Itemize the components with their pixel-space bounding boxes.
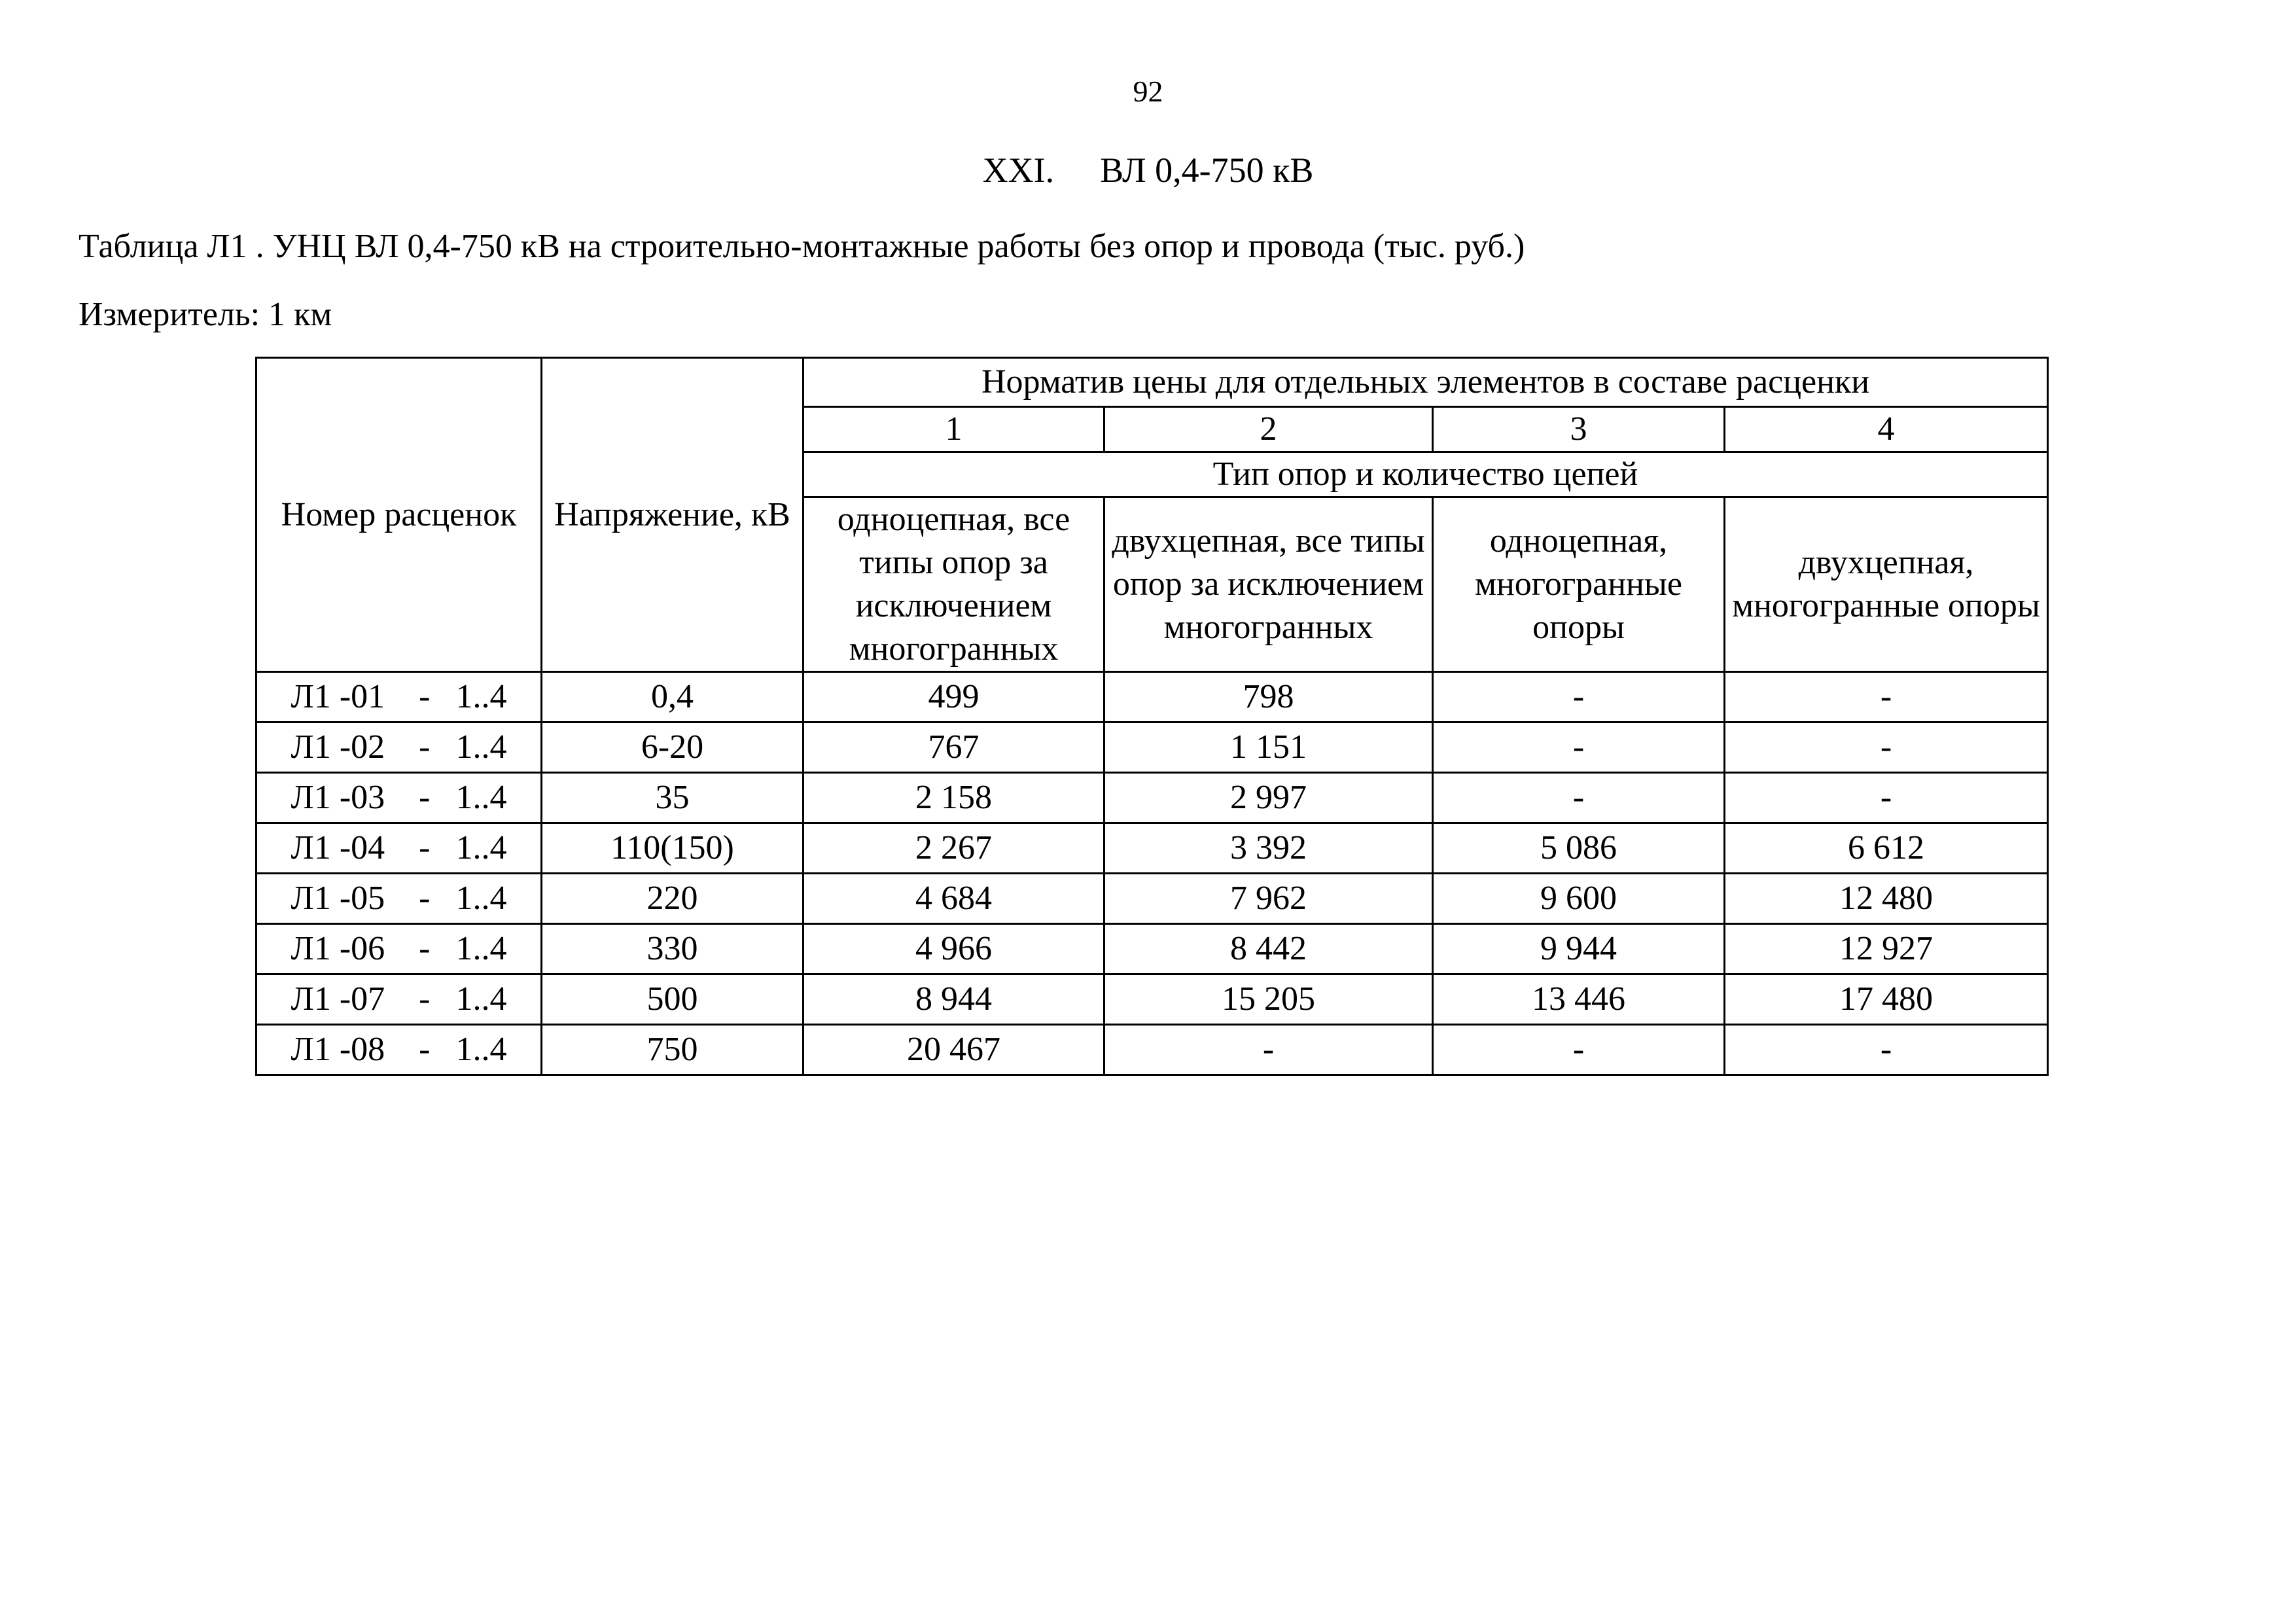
price-cell: 798 — [1104, 672, 1433, 722]
price-table — [255, 357, 2049, 1076]
section-number: XXI. — [982, 151, 1055, 190]
price-cell: 12 927 — [1725, 924, 2048, 974]
header-support-type: одноцепная, все типы опор за исключением многогранных — [804, 497, 1104, 672]
header-voltage: Напряжение, кВ — [542, 358, 804, 672]
table-row — [256, 1025, 2048, 1075]
price-cell: - — [1725, 1025, 2048, 1075]
voltage-cell: 500 — [542, 974, 804, 1025]
rate-code-cell: Л1 -04 - 1..4 — [256, 823, 542, 874]
rate-code-cell: Л1 -05 - 1..4 — [256, 874, 542, 924]
voltage-cell: 330 — [542, 924, 804, 974]
price-cell: 20 467 — [804, 1025, 1104, 1075]
header-support-type-group: Тип опор и количество цепей — [804, 452, 2048, 497]
price-cell: 2 997 — [1104, 773, 1433, 823]
price-cell: 17 480 — [1725, 974, 2048, 1025]
table-caption: Таблица Л1 . УНЦ ВЛ 0,4-750 кВ на строительно-монтажные работы без опор и провода (тыс. руб.) — [79, 228, 1525, 265]
voltage-cell: 110(150) — [542, 823, 804, 874]
voltage-cell: 220 — [542, 874, 804, 924]
table-row — [256, 672, 2048, 722]
price-cell: 15 205 — [1104, 974, 1433, 1025]
price-cell: 13 446 — [1433, 974, 1725, 1025]
price-cell: 767 — [804, 722, 1104, 773]
rate-code-cell: Л1 -01 - 1..4 — [256, 672, 542, 722]
price-cell: 8 442 — [1104, 924, 1433, 974]
price-cell: 4 684 — [804, 874, 1104, 924]
measure-unit: Измеритель: 1 км — [79, 296, 332, 333]
price-cell: 2 267 — [804, 823, 1104, 874]
rate-code-cell: Л1 -06 - 1..4 — [256, 924, 542, 974]
price-cell: 1 151 — [1104, 722, 1433, 773]
price-cell: - — [1433, 672, 1725, 722]
price-cell: 6 612 — [1725, 823, 2048, 874]
voltage-cell: 35 — [542, 773, 804, 823]
price-cell: 7 962 — [1104, 874, 1433, 924]
price-cell: 12 480 — [1725, 874, 2048, 924]
rate-code-cell: Л1 -07 - 1..4 — [256, 974, 542, 1025]
header-col-number: 2 — [1104, 407, 1433, 452]
price-cell: - — [1725, 672, 2048, 722]
section-name: ВЛ 0,4-750 кВ — [1100, 151, 1314, 190]
header-col-number: 3 — [1433, 407, 1725, 452]
table-row — [256, 974, 2048, 1025]
table-row — [256, 773, 2048, 823]
table-row — [256, 874, 2048, 924]
price-cell: 2 158 — [804, 773, 1104, 823]
price-cell: 3 392 — [1104, 823, 1433, 874]
price-cell: - — [1104, 1025, 1433, 1075]
voltage-cell: 750 — [542, 1025, 804, 1075]
header-support-type: двухцепная, многогранные опоры — [1725, 497, 2048, 672]
price-cell: 4 966 — [804, 924, 1104, 974]
page-number: 92 — [1133, 75, 1163, 108]
header-row — [256, 358, 2048, 407]
rate-code-cell: Л1 -02 - 1..4 — [256, 722, 542, 773]
rate-code-cell: Л1 -03 - 1..4 — [256, 773, 542, 823]
table-row — [256, 722, 2048, 773]
rate-code-cell: Л1 -08 - 1..4 — [256, 1025, 542, 1075]
header-norm-group: Норматив цены для отдельных элементов в составе расценки — [804, 358, 2048, 407]
voltage-cell: 0,4 — [542, 672, 804, 722]
price-cell: 5 086 — [1433, 823, 1725, 874]
price-cell: 9 600 — [1433, 874, 1725, 924]
price-cell: 8 944 — [804, 974, 1104, 1025]
section-title — [0, 149, 2296, 191]
header-col-number: 1 — [804, 407, 1104, 452]
price-cell: - — [1433, 722, 1725, 773]
header-support-type: одноцепная, многогранные опоры — [1433, 497, 1725, 672]
price-cell: - — [1433, 773, 1725, 823]
header-col-number: 4 — [1725, 407, 2048, 452]
price-cell: 499 — [804, 672, 1104, 722]
table-row — [256, 823, 2048, 874]
table-row — [256, 924, 2048, 974]
price-cell: 9 944 — [1433, 924, 1725, 974]
header-support-type: двухцепная, все типы опор за исключением многогранных — [1104, 497, 1433, 672]
price-cell: - — [1725, 722, 2048, 773]
price-cell: - — [1725, 773, 2048, 823]
price-cell: - — [1433, 1025, 1725, 1075]
header-rate-number: Номер расценок — [256, 358, 542, 672]
voltage-cell: 6-20 — [542, 722, 804, 773]
